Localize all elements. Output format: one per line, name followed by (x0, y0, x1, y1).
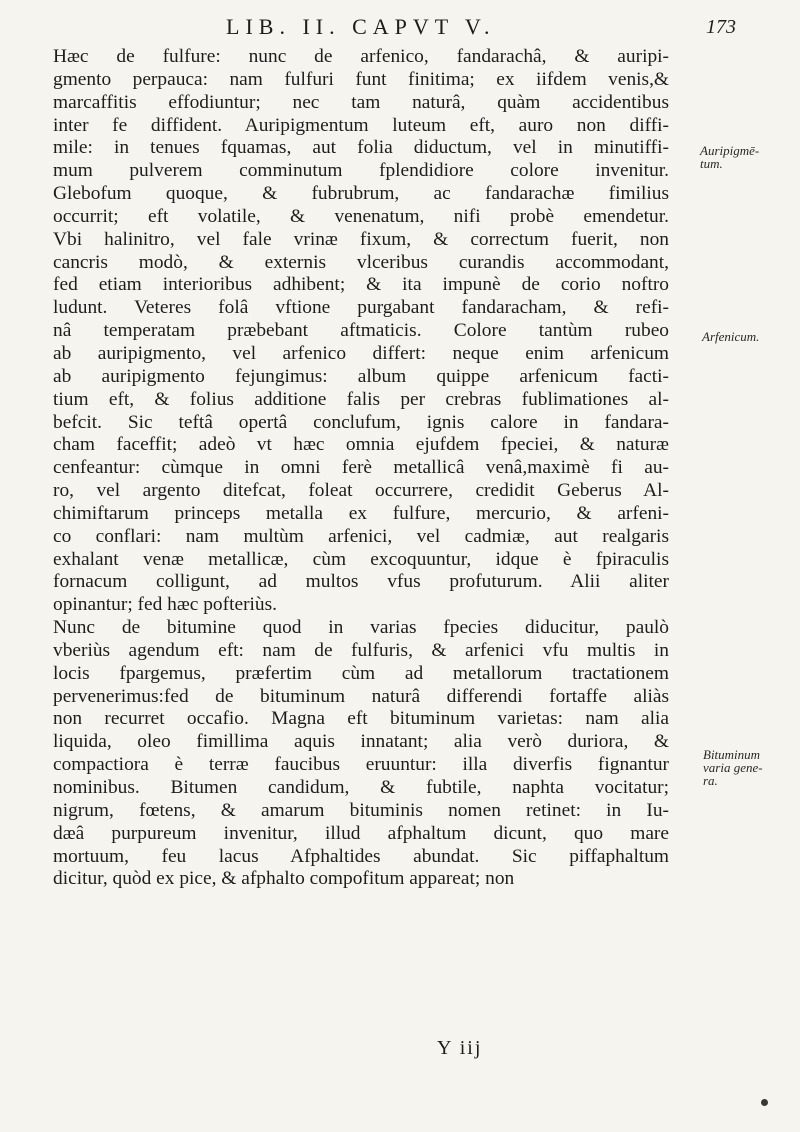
text-line: dæâ purpureum invenitur, illud afphaltum dicunt, quo mare (53, 822, 669, 844)
text-line: fornacum colligunt, ad multos vfus profuturum. Alii aliter (53, 571, 669, 593)
margin-note-line: Auripigmē- (700, 143, 760, 158)
text-line: pervenerimus:fed de bituminum naturâ differendi fortaffe aliàs (53, 685, 669, 707)
margin-note-line: Arfenicum. (702, 329, 760, 344)
text-line: cenfeantur: cùmque in omni ferè metallicâ venâ,maximè fi au- (53, 457, 669, 479)
text-line: cham faceffit; adeò vt hæc omnia ejufdem fpeciei, & naturæ (53, 434, 669, 456)
text-line: ab auripigmento, vel arfenico differt: neque enim arfenicum (53, 342, 669, 364)
text-line: tium eft, & folius additione falis per crebras fublimationes al- (53, 388, 669, 410)
text-line: nâ temperatam præbebant aftmaticis. Colore tantùm rubeo (53, 320, 669, 342)
text-line: ab auripigmento fejungimus: album quippe arfenicum facti- (53, 365, 669, 387)
text-line: chimiftarum princeps metalla ex fulfure, mercurio, & arfeni- (53, 502, 669, 524)
text-line: Vbi halinitro, vel fale vrinæ fixum, & correctum fuerit, non (53, 228, 669, 250)
text-line: mortuum, feu lacus Afphaltides abundat. Sic piffaphaltum (53, 845, 669, 867)
text-line: nominibus. Bitumen candidum, & fubtile, naphta vocitatur; (53, 777, 669, 798)
text-line: liquida, oleo fimillima aquis innatant; alia verò duriora, & (53, 731, 669, 753)
text-line: befcit. Sic teftâ opertâ conclufum, ignis calore in fandara- (53, 411, 669, 433)
text-line: co conflari: nam multùm arfenici, vel cadmiæ, aut realgaris (53, 525, 669, 547)
text-line: opinantur; fed hæc pofteriùs. (53, 594, 278, 616)
ink-spot (761, 1099, 768, 1106)
margin-note-bitumen (703, 748, 793, 787)
margin-note-line: ra. (703, 773, 718, 788)
main-text-block (53, 46, 669, 891)
text-line: mile: in tenues fquamas, aut folia diductum, vel in minutiffi- (53, 137, 669, 159)
margin-note-line: varia gene- (703, 760, 763, 775)
text-line: locis fpargemus, præfertim cùm ad metallorum tractationem (53, 662, 669, 684)
text-line: non recurret occafio. Magna eft bituminum varietas: nam alia (53, 708, 669, 730)
margin-note-line: tum. (700, 156, 723, 171)
text-line: ro, vel argento ditefcat, foleat occurrere, credidit Geberus Al- (53, 480, 669, 502)
text-line: exhalant venæ metallicæ, cùm excoquuntur, idque è fpiraculis (53, 548, 669, 570)
text-line: vberiùs agendum eft: nam de fulfuris, & arfenici vfu multis in (53, 639, 669, 661)
page-number: 173 (706, 16, 736, 38)
text-line: fed etiam interioribus adhibent; & ita impunè de corio noftro (53, 274, 669, 296)
text-line: gmento perpauca: nam fulfuri funt finitima; ex iifdem venis,& (53, 68, 669, 90)
text-line: compactiora è terræ faucibus eruuntur: illa diverfis fignantur (53, 754, 669, 776)
text-line: Glebofum quoque, & fubrubrum, ac fandarachæ fimilius (53, 183, 669, 205)
text-line: dicitur, quòd ex pice, & afphalto compofitum appareat; non (53, 868, 515, 890)
text-line: Nunc de bitumine quod in varias fpecies diducitur, paulò (53, 617, 669, 639)
text-line: inter fe diffident. Auripigmentum luteum eft, auro non diffi- (53, 114, 669, 136)
signature-mark: Y iij (437, 1037, 483, 1059)
text-line: cancris modò, & externis vlceribus curandis accommodant, (53, 251, 669, 273)
margin-note-arsenicum (702, 330, 794, 343)
text-line: Hæc de fulfure: nunc de arfenico, fandarachâ, & auripi- (53, 46, 669, 67)
text-line: marcaffitis effodiuntur; nec tam naturâ, quàm accidentibus (53, 91, 669, 113)
text-line: mum pulverem comminutum fplendidiore colore invenitur. (53, 160, 669, 182)
text-line: nigrum, fœtens, & amarum bituminis nomen retinet: in Iu- (53, 799, 669, 821)
text-line: ludunt. Veteres folâ vftione purgabant fandaracham, & refi- (53, 297, 669, 319)
margin-note-auripigmentum (700, 144, 788, 170)
text-line: occurrit; eft volatile, & venenatum, nifi probè emendetur. (53, 205, 669, 227)
running-head: LIB. II. CAPVT V. (226, 14, 496, 39)
margin-note-line: Bituminum (703, 747, 761, 762)
